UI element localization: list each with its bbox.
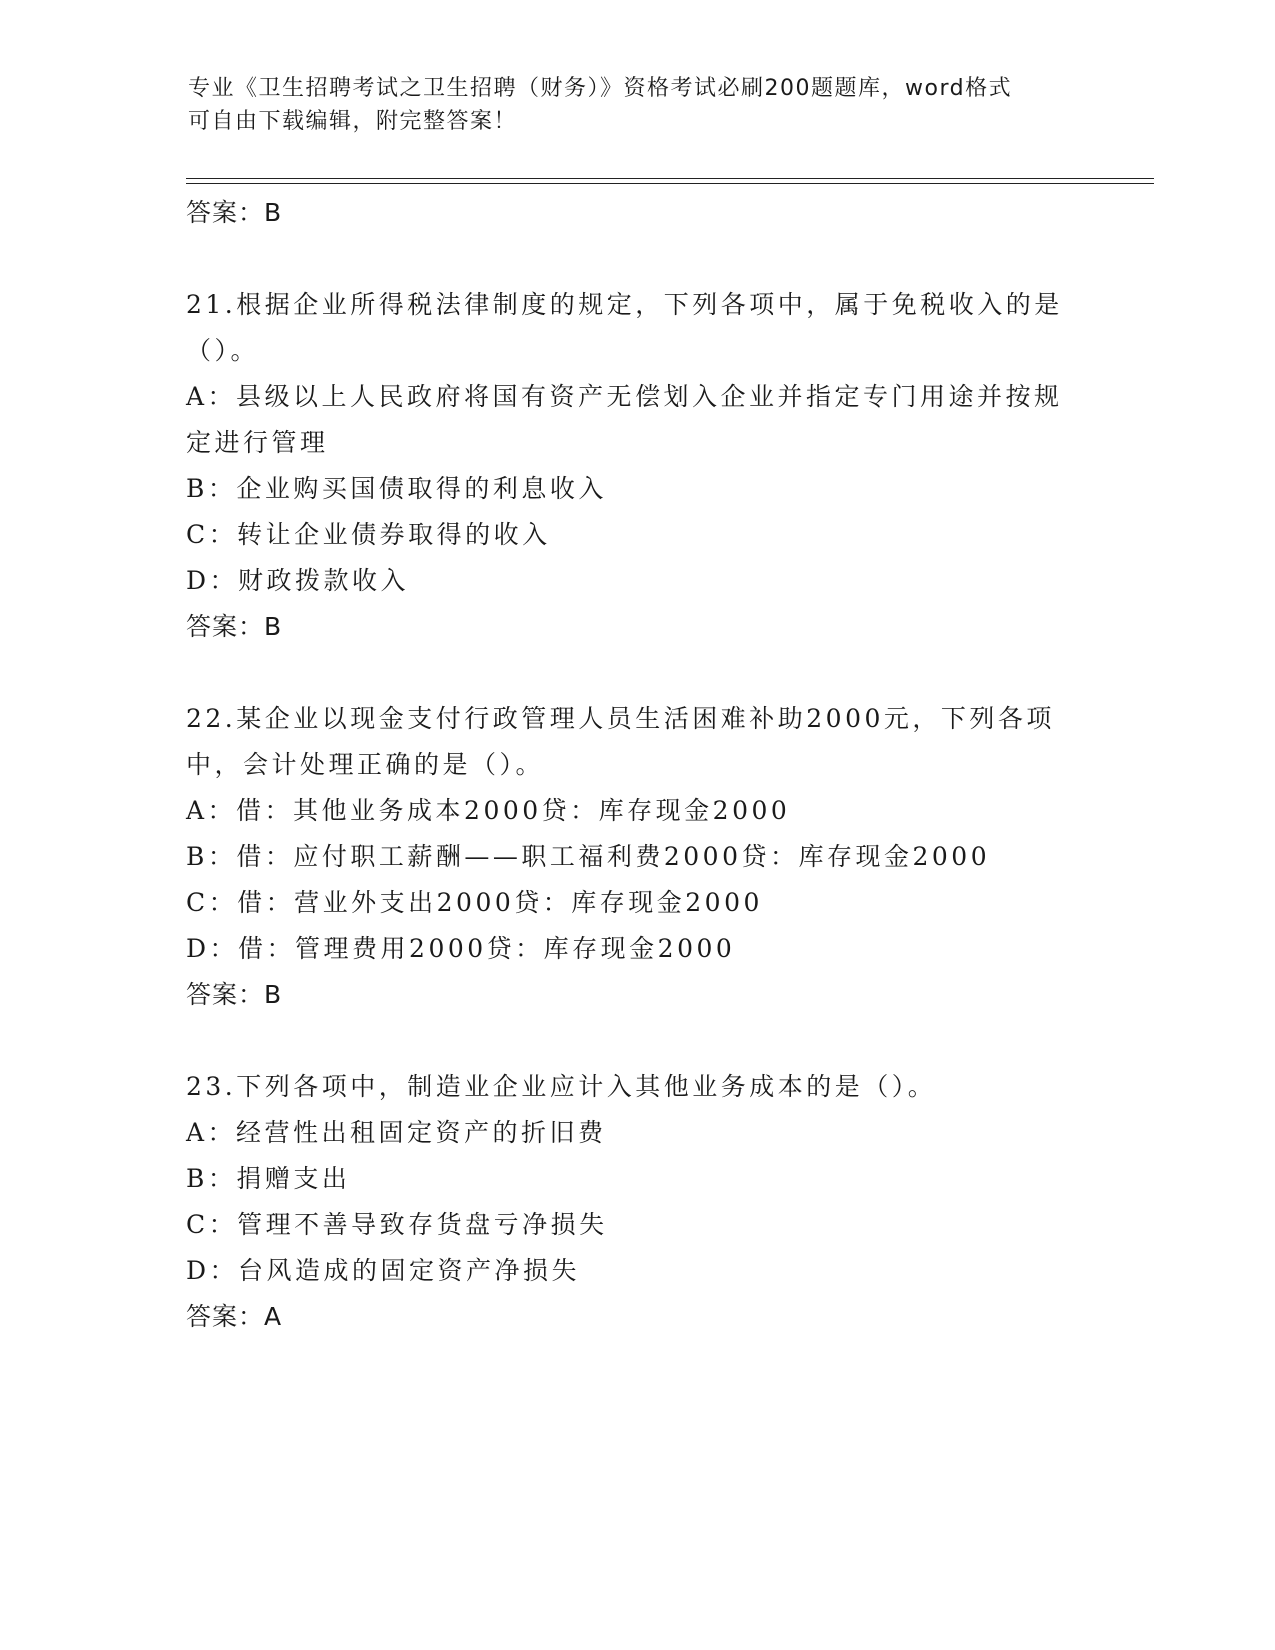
option-d: D：台风造成的固定资产净损失 <box>186 1256 581 1285</box>
header-rule-bottom <box>186 183 1154 184</box>
question-stem-continued: 中，会计处理正确的是（）。 <box>186 750 545 779</box>
option-d: D：借：管理费用2000贷：库存现金2000 <box>186 934 736 963</box>
document-header <box>188 72 1088 138</box>
option-d: D：财政拨款收入 <box>186 566 410 595</box>
option-a: A：县级以上人民政府将国有资产无偿划入企业并指定专门用途并按规 <box>186 382 1063 411</box>
question-stem: 23.下列各项中，制造业企业应计入其他业务成本的是（）。 <box>186 1072 937 1101</box>
option-c: C：转让企业债券取得的收入 <box>186 520 551 549</box>
answer-line: 答案：B <box>186 198 283 227</box>
question-stem-continued: （）。 <box>186 336 260 365</box>
option-a: A：借：其他业务成本2000贷：库存现金2000 <box>186 796 791 825</box>
answer-line: 答案：A <box>186 1302 283 1331</box>
question-list <box>186 190 1086 1340</box>
option-b: B：捐赠支出 <box>186 1164 351 1193</box>
question-22 <box>186 696 1086 1018</box>
answer-line: 答案：B <box>186 980 283 1009</box>
option-b: B：企业购买国债取得的利息收入 <box>186 474 607 503</box>
header-rule-top <box>186 178 1154 179</box>
question-23 <box>186 1064 1086 1340</box>
option-c: C：借：营业外支出2000贷：库存现金2000 <box>186 888 763 917</box>
question-21 <box>186 282 1086 650</box>
header-line-2: 可自由下载编辑，附完整答案！ <box>188 109 518 134</box>
header-line-1: 专业《卫生招聘考试之卫生招聘（财务）》资格考试必刷200题题库，word格式 <box>188 76 1013 101</box>
option-b: B：借：应付职工薪酬——职工福利费2000贷：库存现金2000 <box>186 842 991 871</box>
answer-line: 答案：B <box>186 612 283 641</box>
option-a: A：经营性出租固定资产的折旧费 <box>186 1118 607 1147</box>
option-a-continued: 定进行管理 <box>186 428 329 457</box>
question-stem: 21.根据企业所得税法律制度的规定，下列各项中，属于免税收入的是 <box>186 290 1063 319</box>
question-stem: 22.某企业以现金支付行政管理人员生活困难补助2000元，下列各项 <box>186 704 1055 733</box>
option-c: C：管理不善导致存货盘亏净损失 <box>186 1210 608 1239</box>
